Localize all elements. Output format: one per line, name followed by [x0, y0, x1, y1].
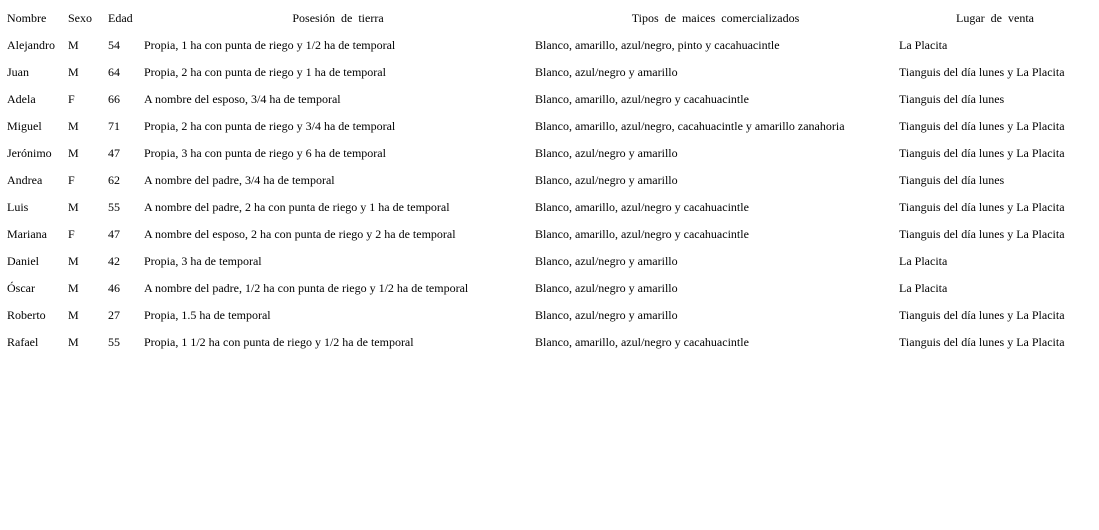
cell-sexo: F [68, 92, 75, 106]
cell-tipos-maices: Blanco, amarillo, azul/negro y cacahuacintle [535, 335, 749, 349]
table-row [4, 140, 1091, 167]
cell-lugar-venta: La Placita [899, 281, 948, 295]
cell-nombre: Jerónimo [7, 146, 52, 160]
cell-sexo: M [68, 200, 79, 214]
cell-sexo: M [68, 146, 79, 160]
table-row [4, 275, 1091, 302]
cell-lugar-venta: Tianguis del día lunes [899, 92, 1005, 106]
cell-tipos-maices: Blanco, amarillo, azul/negro, cacahuacintle y amarillo zanahoria [535, 119, 845, 133]
cell-edad: 46 [108, 281, 120, 295]
cell-edad: 55 [108, 200, 120, 214]
cell-edad: 64 [108, 65, 120, 79]
cell-sexo: F [68, 173, 75, 187]
cell-sexo: M [68, 38, 79, 52]
cell-nombre: Andrea [7, 173, 43, 187]
cell-nombre: Roberto [7, 308, 46, 322]
cell-nombre: Luis [7, 200, 29, 214]
cell-nombre: Mariana [7, 227, 47, 241]
cell-lugar-venta: Tianguis del día lunes [899, 173, 1005, 187]
table-row [4, 167, 1091, 194]
table-row [4, 248, 1091, 275]
header-edad: Edad [108, 11, 133, 25]
cell-lugar-venta: Tianguis del día lunes y La Placita [899, 335, 1065, 349]
cell-posesion-tierra: Propia, 1.5 ha de temporal [144, 308, 271, 322]
cell-edad: 66 [108, 92, 120, 106]
cell-posesion-tierra: A nombre del esposo, 2 ha con punta de riego y 2 ha de temporal [144, 227, 456, 241]
cell-lugar-venta: La Placita [899, 38, 948, 52]
cell-posesion-tierra: A nombre del esposo, 3/4 ha de temporal [144, 92, 341, 106]
cell-tipos-maices: Blanco, amarillo, azul/negro y cacahuacintle [535, 200, 749, 214]
cell-tipos-maices: Blanco, azul/negro y amarillo [535, 281, 678, 295]
table-row [4, 113, 1091, 140]
cell-posesion-tierra: A nombre del padre, 3/4 ha de temporal [144, 173, 335, 187]
cell-tipos-maices: Blanco, amarillo, azul/negro, pinto y cacahuacintle [535, 38, 780, 52]
cell-nombre: Óscar [7, 281, 35, 295]
header-tipos-maices: Tipos de maices comercializados [631, 11, 800, 25]
cell-edad: 54 [108, 38, 120, 52]
cell-sexo: M [68, 119, 79, 133]
cell-lugar-venta: La Placita [899, 254, 948, 268]
cell-posesion-tierra: A nombre del padre, 2 ha con punta de riego y 1 ha de temporal [144, 200, 450, 214]
cell-sexo: M [68, 65, 79, 79]
cell-posesion-tierra: Propia, 1 ha con punta de riego y 1/2 ha de temporal [144, 38, 396, 52]
cell-edad: 62 [108, 173, 120, 187]
header-posesion-tierra: Posesión de tierra [292, 11, 384, 25]
cell-posesion-tierra: A nombre del padre, 1/2 ha con punta de riego y 1/2 ha de temporal [144, 281, 469, 295]
cell-edad: 71 [108, 119, 120, 133]
cell-nombre: Juan [7, 65, 29, 79]
cell-edad: 55 [108, 335, 120, 349]
cell-nombre: Miguel [7, 119, 42, 133]
cell-lugar-venta: Tianguis del día lunes y La Placita [899, 227, 1065, 241]
cell-tipos-maices: Blanco, amarillo, azul/negro y cacahuacintle [535, 92, 749, 106]
cell-nombre: Daniel [7, 254, 39, 268]
cell-posesion-tierra: Propia, 3 ha con punta de riego y 6 ha de temporal [144, 146, 386, 160]
data-table [4, 5, 1091, 356]
table-body [4, 32, 1091, 356]
table-header [4, 5, 1091, 32]
cell-tipos-maices: Blanco, azul/negro y amarillo [535, 254, 678, 268]
cell-sexo: M [68, 335, 79, 349]
cell-edad: 27 [108, 308, 120, 322]
cell-nombre: Adela [7, 92, 36, 106]
cell-lugar-venta: Tianguis del día lunes y La Placita [899, 65, 1065, 79]
cell-posesion-tierra: Propia, 1 1/2 ha con punta de riego y 1/2 ha de temporal [144, 335, 414, 349]
cell-edad: 42 [108, 254, 120, 268]
cell-edad: 47 [108, 146, 120, 160]
cell-lugar-venta: Tianguis del día lunes y La Placita [899, 200, 1065, 214]
header-sexo: Sexo [68, 11, 92, 25]
cell-sexo: F [68, 227, 75, 241]
cell-tipos-maices: Blanco, amarillo, azul/negro y cacahuacintle [535, 227, 749, 241]
table-row [4, 302, 1091, 329]
cell-nombre: Rafael [7, 335, 39, 349]
table-row [4, 194, 1091, 221]
header-row [4, 5, 1091, 32]
cell-sexo: M [68, 254, 79, 268]
table-row [4, 221, 1091, 248]
table-row [4, 59, 1091, 86]
cell-posesion-tierra: Propia, 2 ha con punta de riego y 3/4 ha de temporal [144, 119, 396, 133]
header-nombre: Nombre [7, 11, 47, 25]
cell-tipos-maices: Blanco, azul/negro y amarillo [535, 65, 678, 79]
cell-lugar-venta: Tianguis del día lunes y La Placita [899, 119, 1065, 133]
header-lugar-venta: Lugar de venta [956, 11, 1034, 25]
cell-nombre: Alejandro [7, 38, 55, 52]
cell-tipos-maices: Blanco, azul/negro y amarillo [535, 308, 678, 322]
cell-posesion-tierra: Propia, 2 ha con punta de riego y 1 ha de temporal [144, 65, 386, 79]
cell-sexo: M [68, 308, 79, 322]
cell-edad: 47 [108, 227, 120, 241]
cell-lugar-venta: Tianguis del día lunes y La Placita [899, 146, 1065, 160]
table-row [4, 86, 1091, 113]
cell-tipos-maices: Blanco, azul/negro y amarillo [535, 173, 678, 187]
table-row [4, 32, 1091, 59]
cell-posesion-tierra: Propia, 3 ha de temporal [144, 254, 262, 268]
cell-sexo: M [68, 281, 79, 295]
cell-lugar-venta: Tianguis del día lunes y La Placita [899, 308, 1065, 322]
table-row [4, 329, 1091, 356]
cell-tipos-maices: Blanco, azul/negro y amarillo [535, 146, 678, 160]
